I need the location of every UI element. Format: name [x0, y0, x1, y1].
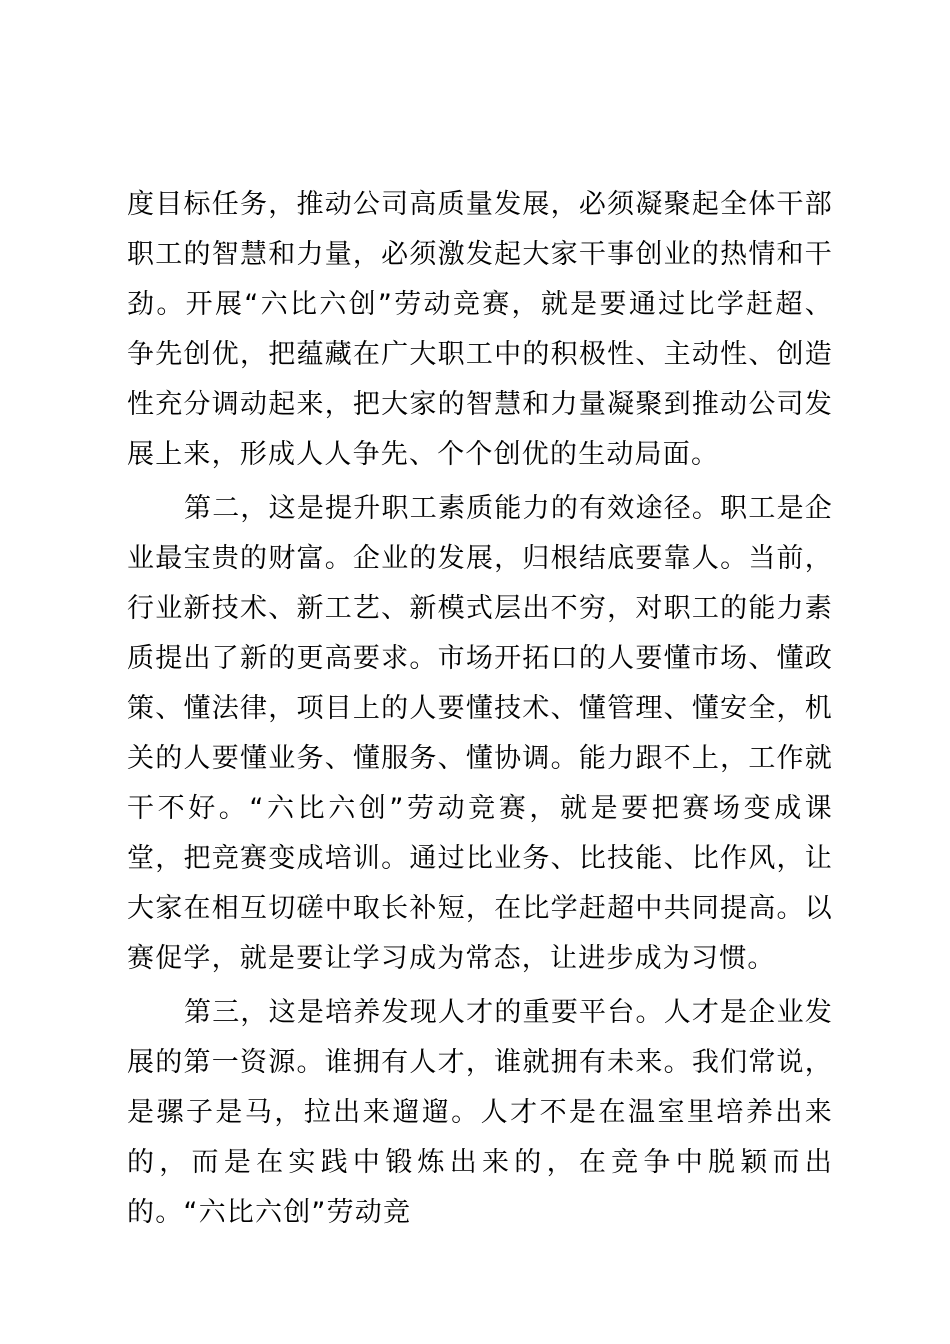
document-page	[127, 180, 833, 1238]
paragraph-third-point: 第三，这是培养发现人才的重要平台。人才是企业发展的第一资源。谁拥有人才，谁就拥有未来。我们常说，是骡子是马，拉出来遛遛。人才不是在温室里培养出来的，而是在实践中锻炼出来的，在竞争中脱颖而出的。“六比六创”劳动竞	[127, 997, 833, 1228]
paragraph-second-point: 第二，这是提升职工素质能力的有效途径。职工是企业最宝贵的财富。企业的发展，归根结底要靠人。当前，行业新技术、新工艺、新模式层出不穷，对职工的能力素质提出了新的更高要求。市场开拓口的人要懂市场、懂政策、懂法律，项目上的人要懂技术、懂管理、懂安全，机关的人要懂业务、懂服务、懂协调。能力跟不上，工作就干不好。“六比六创”劳动竞赛，就是要把赛场变成课堂，把竞赛变成培训。通过比业务、比技能、比作风，让大家在相互切磋中取长补短，在比学赶超中共同提高。以赛促学，就是要让学习成为常态，让进步成为习惯。	[127, 493, 833, 974]
paragraph-continued-intro: 度目标任务，推动公司高质量发展，必须凝聚起全体干部职工的智慧和力量，必须激发起大家干事创业的热情和干劲。开展“六比六创”劳动竞赛，就是要通过比学赶超、争先创优，把蕴藏在广大职工中的积极性、主动性、创造性充分调动起来，把大家的智慧和力量凝聚到推动公司发展上来，形成人人争先、个个创优的生动局面。	[127, 189, 833, 470]
